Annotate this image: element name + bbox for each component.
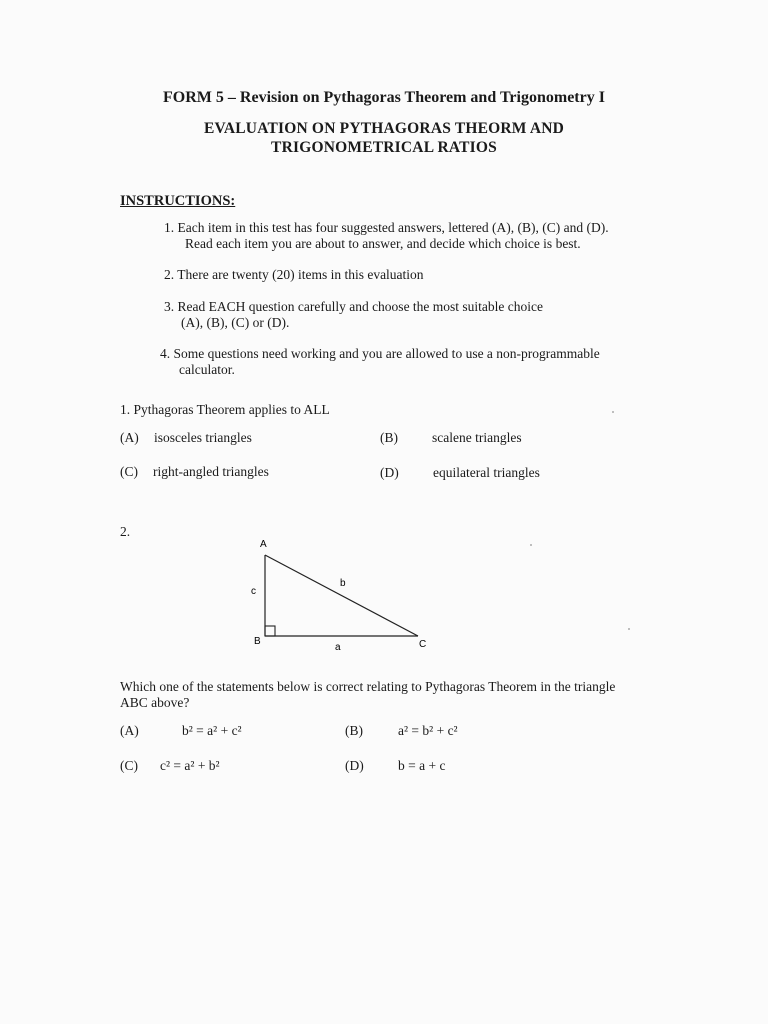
- page-title: FORM 5 – Revision on Pythagoras Theorem and Trigonometry I: [163, 89, 605, 106]
- question-2-option-b-letter: (B): [345, 723, 363, 738]
- question-1-option-a-text: isosceles triangles: [154, 430, 252, 445]
- question-2-option-d-text: b = a + c: [398, 758, 446, 773]
- question-2-option-c-text: c² = a² + b²: [160, 758, 220, 773]
- question-2-stem-line1: Which one of the statements below is correct relating to Pythagoras Theorem in the triangle: [120, 679, 616, 694]
- question-1-stem: 1. Pythagoras Theorem applies to ALL: [120, 402, 330, 417]
- side-b-line: [265, 555, 418, 636]
- page-subtitle-line1: EVALUATION ON PYTHAGORAS THEORM AND: [203, 120, 565, 137]
- side-c-label: c: [251, 586, 256, 597]
- question-1-option-d-text: equilateral triangles: [433, 465, 540, 480]
- vertex-b-label: B: [254, 636, 261, 647]
- page-subtitle-line2: TRIGONOMETRICAL RATIOS: [271, 139, 497, 156]
- vertex-a-label: A: [260, 539, 267, 550]
- question-2-number: 2.: [120, 524, 131, 539]
- question-2-option-b-text: a² = b² + c²: [398, 723, 458, 738]
- side-a-label: a: [335, 642, 341, 653]
- scan-speck: [530, 544, 532, 546]
- right-triangle-diagram: [240, 530, 440, 660]
- question-2-option-d-letter: (D): [345, 758, 364, 773]
- instruction-4-line1: 4. Some questions need working and you are allowed to use a non-programmable: [160, 346, 600, 361]
- question-1-option-d-letter: (D): [380, 465, 399, 480]
- instructions-heading: INSTRUCTIONS:: [120, 193, 236, 209]
- instruction-3-line1: 3. Read EACH question carefully and choose the most suitable choice: [164, 299, 544, 314]
- question-1-option-c-letter: (C): [120, 464, 138, 479]
- right-angle-marker: [265, 626, 275, 636]
- instruction-2: 2. There are twenty (20) items in this evaluation: [164, 267, 424, 282]
- question-2-stem-line2: ABC above?: [120, 695, 190, 710]
- instruction-3-line2: (A), (B), (C) or (D).: [181, 315, 290, 330]
- question-2-option-a-letter: (A): [120, 723, 139, 738]
- question-2-option-a-text: b² = a² + c²: [182, 723, 242, 738]
- instruction-1-line2: Read each item you are about to answer, and decide which choice is best.: [185, 236, 581, 251]
- question-1-option-b-letter: (B): [380, 430, 398, 445]
- instruction-4-line2: calculator.: [179, 362, 235, 377]
- vertex-c-label: C: [419, 639, 427, 650]
- question-1-option-a-letter: (A): [120, 430, 139, 445]
- question-1-option-b-text: scalene triangles: [432, 430, 522, 445]
- question-1-option-c-text: right-angled triangles: [153, 464, 269, 479]
- scan-speck: [628, 628, 630, 630]
- scan-speck: [612, 411, 614, 413]
- side-b-label: b: [340, 578, 346, 589]
- instruction-1-line1: 1. Each item in this test has four suggested answers, lettered (A), (B), (C) and (D).: [164, 220, 609, 235]
- question-2-option-c-letter: (C): [120, 758, 138, 773]
